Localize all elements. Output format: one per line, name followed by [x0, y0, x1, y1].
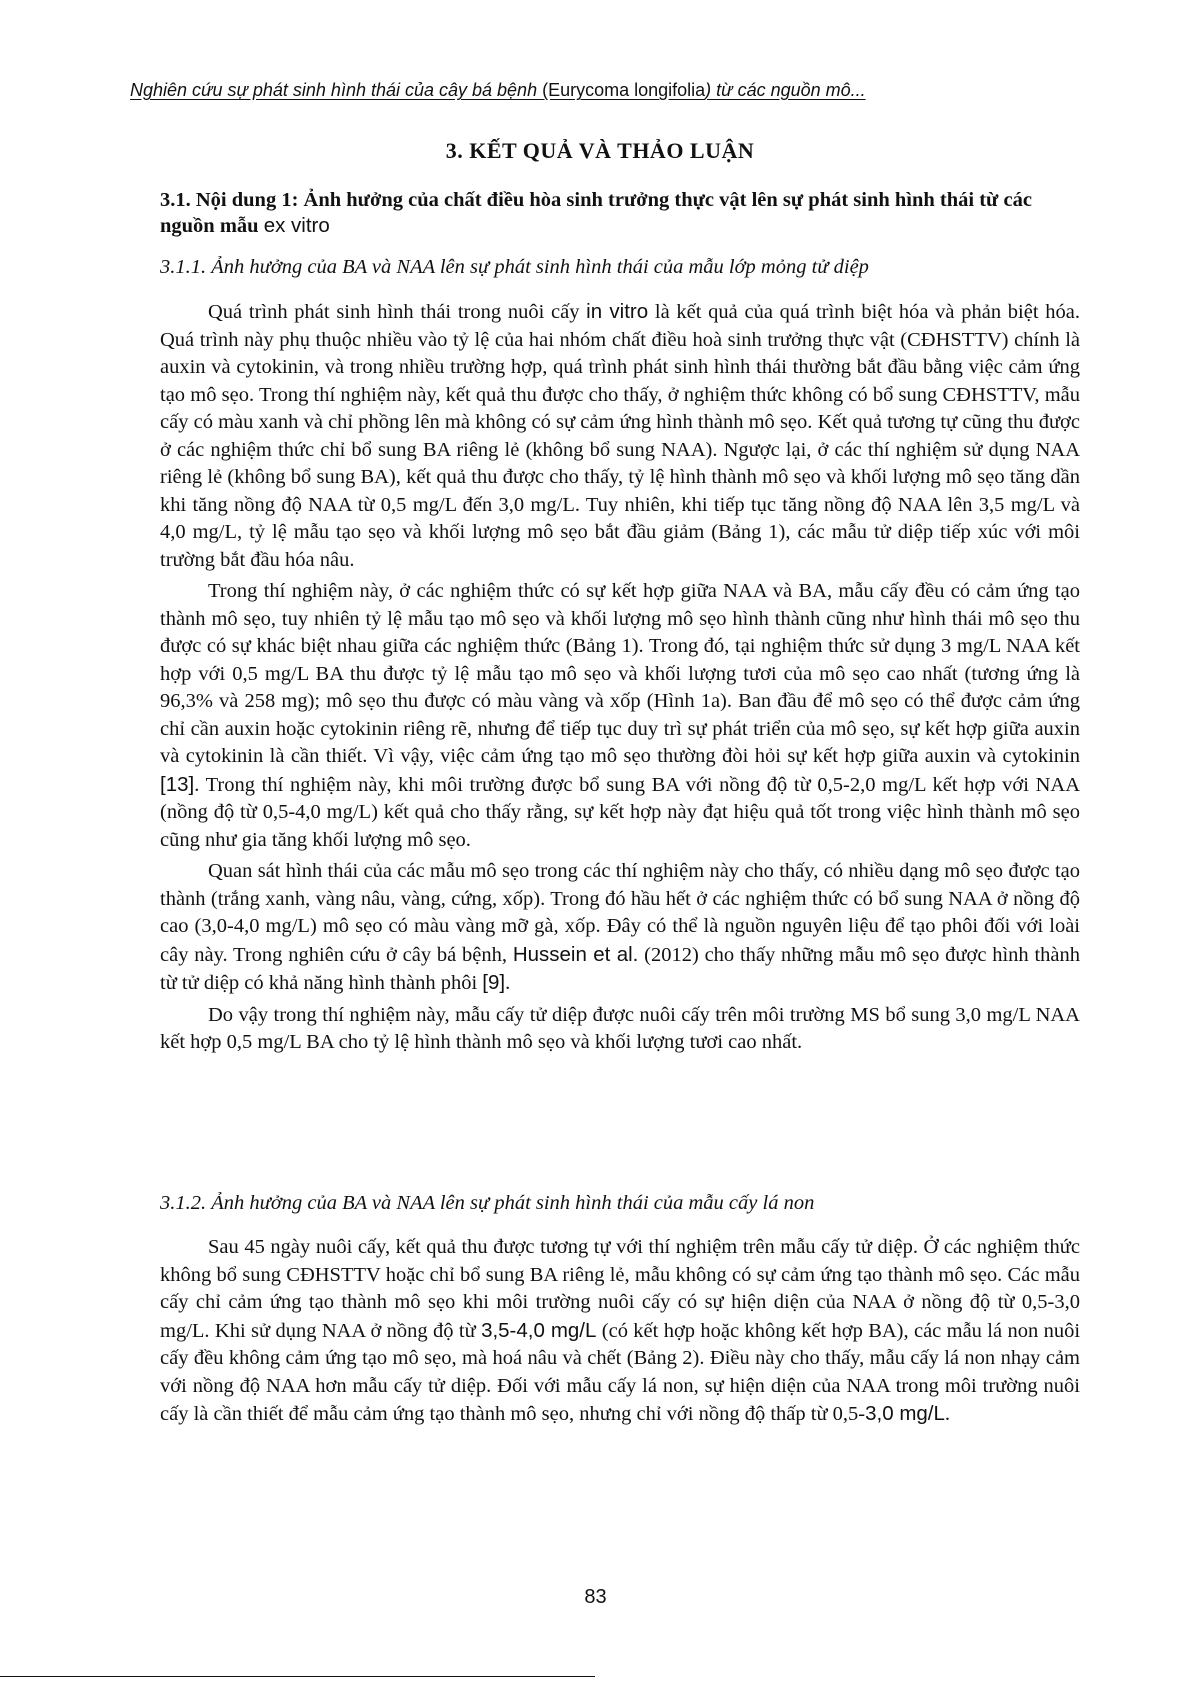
subsection-title [160, 188, 1080, 239]
p2-text-c: . Trong thí nghiệm này, khi môi trường được bổ sung BA với nồng độ từ 0,5-2,0 mg/L kết hợp với NAA (nồng độ từ 0,5-4,0 mg/L) kết quả cho thấy rằng, sự kết hợp này đạt hiệu quả tốt trong việc hình thành mô sẹo cũng như gia tăng khối lượng mô sẹo. [160, 773, 1080, 851]
paragraph-4: Do vậy trong thí nghiệm này, mẫu cấy tử diệp được nuôi cấy trên môi trường MS bổ sung 3,0 mg/L NAA kết hợp 0,5 mg/L BA cho tỷ lệ hình thành mô sẹo và khối lượng tươi cao nhất. [160, 1003, 1080, 1053]
subsubsection-title-2: 3.1.2. Ảnh hưởng của BA và NAA lên sự phát sinh hình thái của mẫu cấy lá non [160, 1192, 815, 1214]
p5-text-e: . [944, 1403, 951, 1425]
p3-text-a: Quan sát hình thái của các mẫu mô sẹo trong các thí nghiệm này cho thấy, có nhiều dạng mô sẹo được tạo thành (trắng xanh, vàng nâu, vàng, cứng, xốp). Trong đó hầu hết ở các nghiệm thức có bổ sung NAA ở nồng độ cao (3,0-4,0 mg/L) mô sẹo có màu vàng mỡ gà, xốp. Đây có thể là nguồn nguyên liệu để tạo phôi đối với loài cây này. Trong nghiên cứu ở cây bá bệnh, [160, 860, 1080, 966]
paragraph-1 [160, 298, 1080, 574]
p5-text-a: Sau 45 ngày nuôi cấy, kết quả thu được tương tự với thí nghiệm trên mẫu cấy tử diệp. Ở các nghiệm thức không bổ sung CĐHSTTV hoặc chỉ bổ sung BA riêng lẻ, mẫu không có sự cảm ứng tạo thành mô sẹo. Các mẫu cấy chỉ cảm ứng tạo thành mô sẹo khi môi trường nuôi cấy có sự hiện diện của NAA ở nồng độ từ 0,5-3,0 mg/L. Khi sử dụng NAA ở nồng độ từ [160, 1236, 1080, 1342]
p1-text-a: Quá trình phát sinh hình thái trong nuôi cấy [208, 301, 587, 323]
p1-text-b: in vitro [586, 300, 649, 323]
running-header [130, 80, 1060, 101]
p3-text-c: (2012) cho thấy những mẫu mô sẹo được hình thành từ tử diệp có khả năng hình thành phôi [160, 943, 1080, 994]
paragraph-3 [160, 858, 1080, 998]
text-block-2 [160, 1234, 1080, 1433]
running-header-part-3: ) từ các nguồn mô... [705, 80, 866, 100]
p2-text-a: Trong thí nghiệm này, ở các nghiệm thức có sự kết hợp giữa NAA và BA, mẫu cấy đều có cảm ứng tạo thành mô sẹo, tuy nhiên tỷ lệ mẫu tạo mô sẹo và khối lượng mô sẹo hình thành cũng như hình thái mô sẹo thu được có sự khác biệt nhau giữa các nghiệm thức (Bảng 1). Trong đó, tại nghiệm thức sử dụng 3 mg/L NAA kết hợp với 0,5 mg/L BA thu được tỷ lệ mẫu tạo mô sẹo và khối lượng tươi của mô sẹo cao nhất (tương ứng là 96,3% và 258 mg); mô sẹo thu được có màu vàng và xốp (Hình 1a). Ban đầu để mô sẹo có thể được cảm ứng chỉ cần auxin hoặc cytokinin riêng rẽ, nhưng để tiếp tục duy trì sự phát triển của mô sẹo, sự kết hợp giữa auxin và cytokinin là cần thiết. Vì vậy, việc cảm ứng tạo mô sẹo thường đòi hỏi sự kết hợp giữa auxin và cytokinin [160, 580, 1080, 767]
p3-text-e: . [505, 972, 511, 994]
subsubsection-title-1: 3.1.1. Ảnh hưởng của BA và NAA lên sự phát sinh hình thái của mẫu lớp mỏng tử diệp [160, 256, 869, 278]
p5-text-b: 3,5-4,0 mg/L [481, 1318, 597, 1342]
footer-rule [0, 1676, 595, 1677]
paragraph-2 [160, 578, 1080, 854]
subsection-title-main: 3.1. Nội dung 1: Ảnh hưởng của chất điều hòa sinh trưởng thực vật lên sự phát sinh hình thái từ các nguồn mẫu [160, 189, 1032, 237]
paragraph-5 [160, 1234, 1080, 1429]
p5-text-d: 3,0 mg/L [865, 1402, 945, 1425]
page-number: 83 [584, 1586, 607, 1608]
subsection-title-tail: ex vitro [263, 214, 330, 237]
running-header-part-1: Nghiên cứu sự phát sinh hình thái của cây bá bệnh [130, 80, 543, 100]
p2-citation: [13] [160, 772, 195, 796]
text-block-1 [160, 298, 1080, 1061]
p3-author: Hussein et al. [512, 942, 639, 966]
p5-text-c: (có kết hợp hoặc không kết hợp BA), các mẫu lá non nuôi cấy đều không cảm ứng tạo mô sẹo, mà hoá nâu và chết (Bảng 2). Điều này cho thấy, mẫu cấy lá non nhạy cảm với nồng độ NAA hơn mẫu cấy tử diệp. Đối với mẫu cấy lá non, sự hiện diện của NAA trong môi trường nuôi cấy là cần thiết để mẫu cảm ứng tạo thành mô sẹo, nhưng chỉ với nồng độ thấp từ 0,5- [160, 1319, 1081, 1425]
section-title: 3. KẾT QUẢ VÀ THẢO LUẬN [445, 138, 755, 163]
running-header-part-2: (Eurycoma longifolia [542, 80, 706, 100]
p1-text-c: là kết quả của quá trình biệt hóa và phản biệt hóa. Quá trình này phụ thuộc nhiều vào tỷ lệ của hai nhóm chất điều hoà sinh trưởng thực vật (CĐHSTTV) chính là auxin và cytokinin, và trong nhiều trường hợp, quá trình phát sinh hình thái thường bắt đầu bằng việc cảm ứng tạo mô sẹo. Trong thí nghiệm này, kết quả thu được cho thấy, ở nghiệm thức không có bổ sung CĐHSTTV, mẫu cấy có màu xanh và chỉ phồng lên mà không có sự cảm ứng hình thành mô sẹo. Kết quả tương tự cũng thu được ở các nghiệm thức chỉ bổ sung BA riêng lẻ (không bổ sung NAA). Ngược lại, ở các thí nghiệm sử dụng NAA riêng lẻ (không bổ sung BA), kết quả thu được cho thấy, tỷ lệ hình thành mô sẹo và khối lượng mô sẹo tăng dần khi tăng nồng độ NAA từ 0,5 mg/L đến 3,0 mg/L. Tuy nhiên, khi tiếp tục tăng nồng độ NAA lên 3,5 mg/L và 4,0 mg/L, tỷ lệ mẫu tạo sẹo và khối lượng mô sẹo bắt đầu giảm (Bảng 1), các mẫu tử diệp tiếp xúc với môi trường bắt đầu hóa nâu. [160, 301, 1080, 571]
p3-citation: [9] [482, 971, 506, 994]
